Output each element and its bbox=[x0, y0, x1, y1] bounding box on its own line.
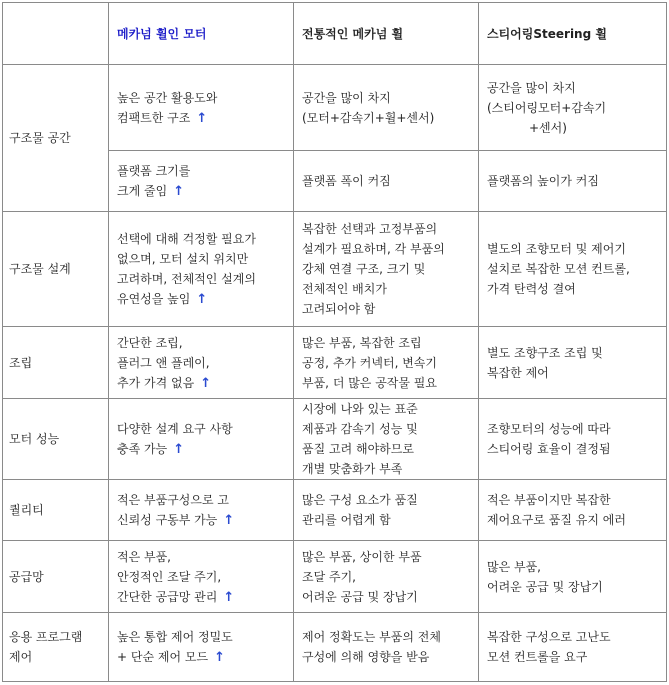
cell-steering: 별도 조향구조 조립 및 복잡한 제어 bbox=[479, 327, 667, 399]
cell-traditional: 제어 정확도는 부품의 전체 구성에 의해 영향을 받음 bbox=[294, 613, 479, 682]
cell-mecanum-motor: 플랫폼 크기를 크게 줄임 ↑ bbox=[109, 151, 294, 212]
header-row bbox=[3, 3, 667, 65]
cell-mecanum-motor: 간단한 조립, 플러그 앤 플레이, 추가 가격 없음 ↑ bbox=[109, 327, 294, 399]
cell-traditional: 많은 부품, 상이한 부품 조달 주기, 어려운 공급 및 장납기 bbox=[294, 541, 479, 613]
header-steering-wheel: 스티어링Steering 휠 bbox=[479, 3, 667, 65]
cell-steering: 공간을 많이 차지 (스티어링모터+감속기 +센서) bbox=[479, 65, 667, 151]
cell-traditional: 복잡한 선택과 고정부품의 설계가 필요하며, 각 부품의 강체 연결 구조, 크기 및 전체적인 배치가 고려되어야 함 bbox=[294, 212, 479, 327]
row-category: 응용 프로그램 제어 bbox=[3, 613, 109, 682]
cell-mecanum-motor: 높은 공간 활용도와 컴팩트한 구조 ↑ bbox=[109, 65, 294, 151]
up-arrow-icon: ↑ bbox=[173, 184, 185, 199]
up-arrow-icon: ↑ bbox=[196, 292, 208, 307]
up-arrow-icon: ↑ bbox=[223, 589, 235, 605]
row-category: 구조물 설계 bbox=[3, 212, 109, 327]
header-corner bbox=[3, 3, 109, 65]
cell-traditional: 플랫폼 폭이 커짐 bbox=[294, 151, 479, 212]
cell-traditional: 시장에 나와 있는 표준 제품과 감속기 성능 및 품질 고려 해야하므로 개별 맞춤화가 부족 bbox=[294, 399, 479, 480]
comparison-table bbox=[2, 2, 667, 682]
row-category: 퀄리티 bbox=[3, 480, 109, 541]
cell-steering: 조향모터의 성능에 따라 스티어링 효율이 결정됨 bbox=[479, 399, 667, 480]
up-arrow-icon: ↑ bbox=[173, 442, 185, 457]
cell-traditional: 공간을 많이 차지 (모터+감속기+휠+센서) bbox=[294, 65, 479, 151]
table-row bbox=[3, 65, 667, 151]
cell-mecanum-motor: 선택에 대해 걱정할 필요가 없으며, 모터 설치 위치만 고려하며, 전체적인 설계의 유연성을 높임 ↑ bbox=[109, 212, 294, 327]
cell-steering: 복잡한 구성으로 고난도 모션 컨트롤을 요구 bbox=[479, 613, 667, 682]
table-row bbox=[3, 541, 667, 613]
cell-mecanum-motor: 다양한 설계 요구 사항 충족 가능 ↑ bbox=[109, 399, 294, 480]
up-arrow-icon: ↑ bbox=[196, 110, 208, 126]
cell-mecanum-motor: 적은 부품구성으로 고 신뢰성 구동부 가능 ↑ bbox=[109, 480, 294, 541]
up-arrow-icon: ↑ bbox=[223, 513, 235, 528]
table-row bbox=[3, 399, 667, 480]
row-category: 공급망 bbox=[3, 541, 109, 613]
header-mecanum-wheel-motor: 메카넘 휠인 모터 bbox=[109, 3, 294, 65]
up-arrow-icon: ↑ bbox=[200, 375, 212, 391]
row-category: 구조물 공간 bbox=[3, 65, 109, 212]
cell-steering: 적은 부품이지만 복잡한 제어요구로 품질 유지 에러 bbox=[479, 480, 667, 541]
cell-traditional: 많은 부품, 복잡한 조립 공정, 추가 커넥터, 변속기 부품, 더 많은 공작물 필요 bbox=[294, 327, 479, 399]
table-row bbox=[3, 212, 667, 327]
up-arrow-icon: ↑ bbox=[214, 650, 225, 665]
cell-steering: 별도의 조향모터 및 제어기 설치로 복잡한 모션 컨트롤, 가격 탄력성 결여 bbox=[479, 212, 667, 327]
cell-steering: 플랫폼의 높이가 커짐 bbox=[479, 151, 667, 212]
header-traditional-mecanum: 전통적인 메카넘 휠 bbox=[294, 3, 479, 65]
row-category: 모터 성능 bbox=[3, 399, 109, 480]
cell-mecanum-motor: 적은 부품, 안정적인 조달 주기, 간단한 공급망 관리 ↑ bbox=[109, 541, 294, 613]
table-row bbox=[3, 327, 667, 399]
row-category: 조립 bbox=[3, 327, 109, 399]
cell-steering: 많은 부품, 어려운 공급 및 장납기 bbox=[479, 541, 667, 613]
table-row bbox=[3, 613, 667, 682]
cell-traditional: 많은 구성 요소가 품질 관리를 어렵게 함 bbox=[294, 480, 479, 541]
table-row bbox=[3, 480, 667, 541]
cell-mecanum-motor: 높은 통합 제어 정밀도 + 단순 제어 모드 ↑ bbox=[109, 613, 294, 682]
